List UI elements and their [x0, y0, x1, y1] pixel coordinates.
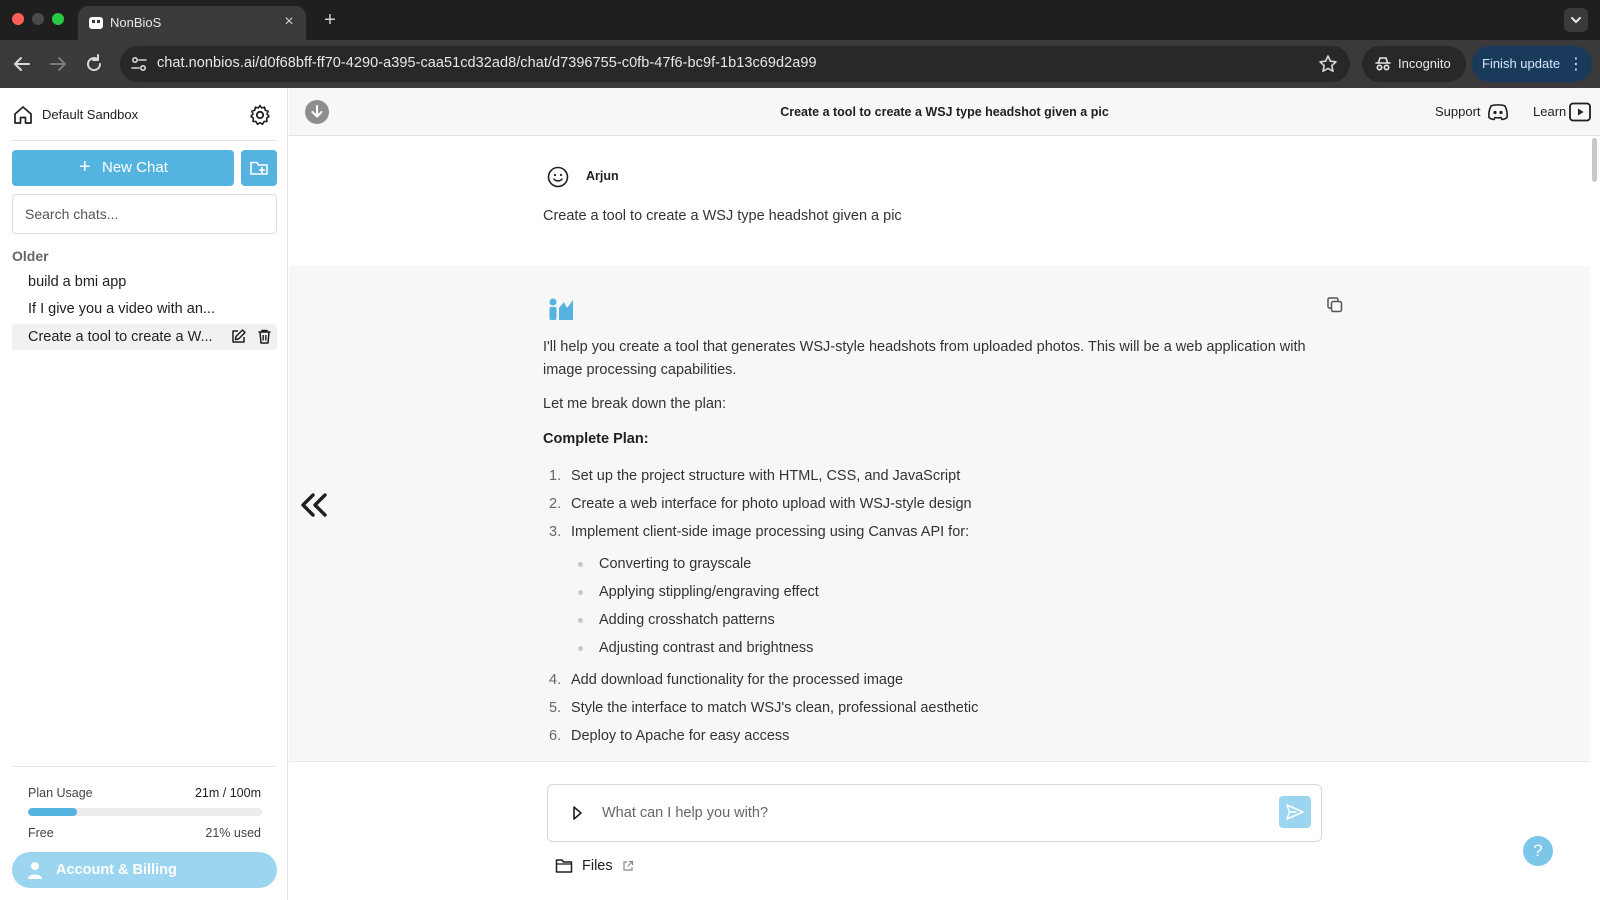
- chat-header: [289, 88, 1600, 136]
- window-maximize-button[interactable]: [52, 13, 64, 25]
- incognito-indicator[interactable]: [1362, 46, 1466, 82]
- tab-search-button[interactable]: [1564, 8, 1588, 32]
- composer-area: [289, 761, 1590, 900]
- browser-tab[interactable]: [78, 6, 306, 40]
- user-message: [289, 136, 1590, 266]
- chat-list-item-label: If I give you a video with an...: [28, 301, 215, 317]
- files-link[interactable]: Files: [582, 858, 613, 874]
- plan-step: [543, 694, 1333, 722]
- address-bar[interactable]: [120, 46, 1350, 82]
- bookmark-star-icon[interactable]: [1318, 54, 1338, 74]
- window-close-button[interactable]: [12, 13, 24, 25]
- plan-step-number: 1.: [549, 468, 562, 484]
- copy-icon[interactable]: [1326, 296, 1344, 314]
- plan-heading: Complete Plan:: [543, 431, 649, 447]
- plan-step-text: Deploy to Apache for easy access: [571, 728, 790, 744]
- plan-substep: Applying stippling/engraving effect: [543, 578, 1333, 606]
- help-button[interactable]: ?: [1523, 836, 1553, 866]
- search-chats-input[interactable]: [12, 194, 277, 234]
- chat-list-item[interactable]: [12, 269, 277, 295]
- plan-step-number: 3.: [549, 524, 562, 540]
- user-icon: [26, 860, 44, 880]
- section-label-older: Older: [12, 248, 49, 264]
- chat-list-item-label: build a bmi app: [28, 274, 127, 290]
- user-message-text: Create a tool to create a WSJ type headshot given a pic: [543, 208, 902, 224]
- assistant-message: [289, 266, 1590, 761]
- gear-icon[interactable]: [248, 103, 272, 127]
- trash-icon[interactable]: [256, 328, 273, 345]
- plan-usage-value: 21m / 100m: [194, 786, 261, 800]
- back-arrow-icon[interactable]: [10, 52, 34, 76]
- sandbox-name[interactable]: Default Sandbox: [42, 107, 139, 122]
- plan-step-text: Implement client-side image processing using Canvas API for:: [571, 524, 970, 540]
- tab-close-icon[interactable]: ×: [284, 13, 294, 30]
- discord-icon[interactable]: [1486, 100, 1510, 124]
- more-vertical-icon[interactable]: ⋮: [1568, 56, 1584, 73]
- plan-substep: Converting to grayscale: [543, 550, 1333, 578]
- incognito-icon: [1374, 55, 1392, 73]
- forward-arrow-icon[interactable]: [46, 52, 70, 76]
- new-tab-button[interactable]: +: [324, 9, 336, 31]
- reload-icon[interactable]: [82, 52, 106, 76]
- edit-icon[interactable]: [230, 328, 247, 345]
- message-input[interactable]: [602, 801, 1242, 825]
- smiley-avatar-icon: [547, 166, 569, 188]
- plan-usage-progress-bar: [28, 808, 262, 816]
- video-play-icon[interactable]: [1568, 100, 1592, 124]
- new-folder-button[interactable]: [241, 150, 277, 186]
- plan-step-number: 6.: [549, 728, 562, 744]
- assistant-intro: I'll help you create a tool that generates WSJ-style headshots from uploaded photos. This will be a web application with image processing capabilities.: [543, 339, 1306, 378]
- chat-main: [289, 88, 1600, 900]
- plan-step-text: Create a web interface for photo upload with WSJ-style design: [571, 496, 972, 512]
- url-text: chat.nonbios.ai/d0f68bff-ff70-4290-a395-caa51cd32ad8/chat/d7396755-c0fb-47f6-bc9f-1b13c69d2a99: [157, 55, 817, 71]
- folder-icon[interactable]: [555, 858, 573, 874]
- sidebar-divider: [12, 140, 276, 141]
- incognito-label: Incognito: [1398, 56, 1451, 71]
- plan-step: [543, 490, 1333, 518]
- nonbios-favicon-icon: [88, 15, 104, 31]
- plan-substep: Adding crosshatch patterns: [543, 606, 1333, 634]
- home-icon[interactable]: [12, 104, 34, 126]
- learn-link[interactable]: Learn: [1533, 104, 1567, 119]
- sidebar: [0, 88, 288, 900]
- message-author: Arjun: [586, 169, 619, 183]
- plan-substep: Adjusting contrast and brightness: [543, 634, 1333, 662]
- plan-step-text: Add download functionality for the processed image: [571, 672, 904, 688]
- account-billing-label: Account & Billing: [56, 862, 177, 878]
- plan-step: [543, 462, 1333, 490]
- folder-plus-icon: [249, 158, 269, 178]
- chevron-down-icon: [1564, 8, 1588, 32]
- plus-icon: +: [79, 156, 91, 178]
- chat-list-item[interactable]: [12, 296, 277, 322]
- plan-substep-list: [543, 546, 1333, 666]
- plan-step-number: 5.: [549, 700, 562, 716]
- browser-tab-bar: [0, 0, 1600, 40]
- assistant-breakdown: Let me break down the plan:: [543, 396, 726, 412]
- sidebar-divider: [12, 766, 276, 767]
- plan-step-text: Set up the project structure with HTML, CSS, and JavaScript: [571, 468, 961, 484]
- send-icon: [1285, 802, 1305, 822]
- plan-tier: Free: [28, 826, 54, 840]
- window-minimize-button[interactable]: [32, 13, 44, 25]
- nonbios-logo-icon: [547, 296, 575, 322]
- assistant-message-body: [543, 336, 1333, 750]
- chevrons-left-icon[interactable]: [299, 490, 329, 520]
- plan-step: [543, 666, 1333, 694]
- new-chat-button[interactable]: [12, 150, 234, 186]
- support-link[interactable]: Support: [1435, 104, 1481, 119]
- message-composer[interactable]: [547, 784, 1322, 842]
- plan-usage-label: Plan Usage: [28, 786, 93, 800]
- plan-used-percent: 21% used: [205, 826, 261, 840]
- plan-step-text: Style the interface to match WSJ's clean, professional aesthetic: [571, 700, 979, 716]
- site-settings-icon[interactable]: [130, 55, 148, 73]
- finish-update-button[interactable]: [1472, 46, 1592, 82]
- plan-usage-progress-fill: [28, 808, 77, 816]
- plan-step-number: 2.: [549, 496, 562, 512]
- chat-list-item-label: Create a tool to create a W...: [28, 329, 213, 345]
- chat-list-item-active[interactable]: [12, 324, 277, 350]
- external-link-icon[interactable]: [622, 860, 634, 872]
- plan-step: [543, 722, 1333, 750]
- chat-scrollbar-thumb[interactable]: [1592, 138, 1597, 182]
- finish-update-label: Finish update: [1482, 56, 1561, 71]
- send-button[interactable]: [1279, 796, 1311, 828]
- chevron-right-icon[interactable]: [568, 804, 586, 822]
- plan-step-number: 4.: [549, 672, 562, 688]
- browser-toolbar: [0, 40, 1600, 88]
- chat-title: Create a tool to create a WSJ type headshot given a pic: [780, 105, 1109, 119]
- tab-title: NonBioS: [110, 15, 162, 30]
- chat-scrollbar-track[interactable]: [1590, 136, 1600, 900]
- new-chat-label: New Chat: [102, 159, 168, 176]
- plan-step: [543, 518, 1333, 546]
- account-billing-button[interactable]: [12, 852, 277, 888]
